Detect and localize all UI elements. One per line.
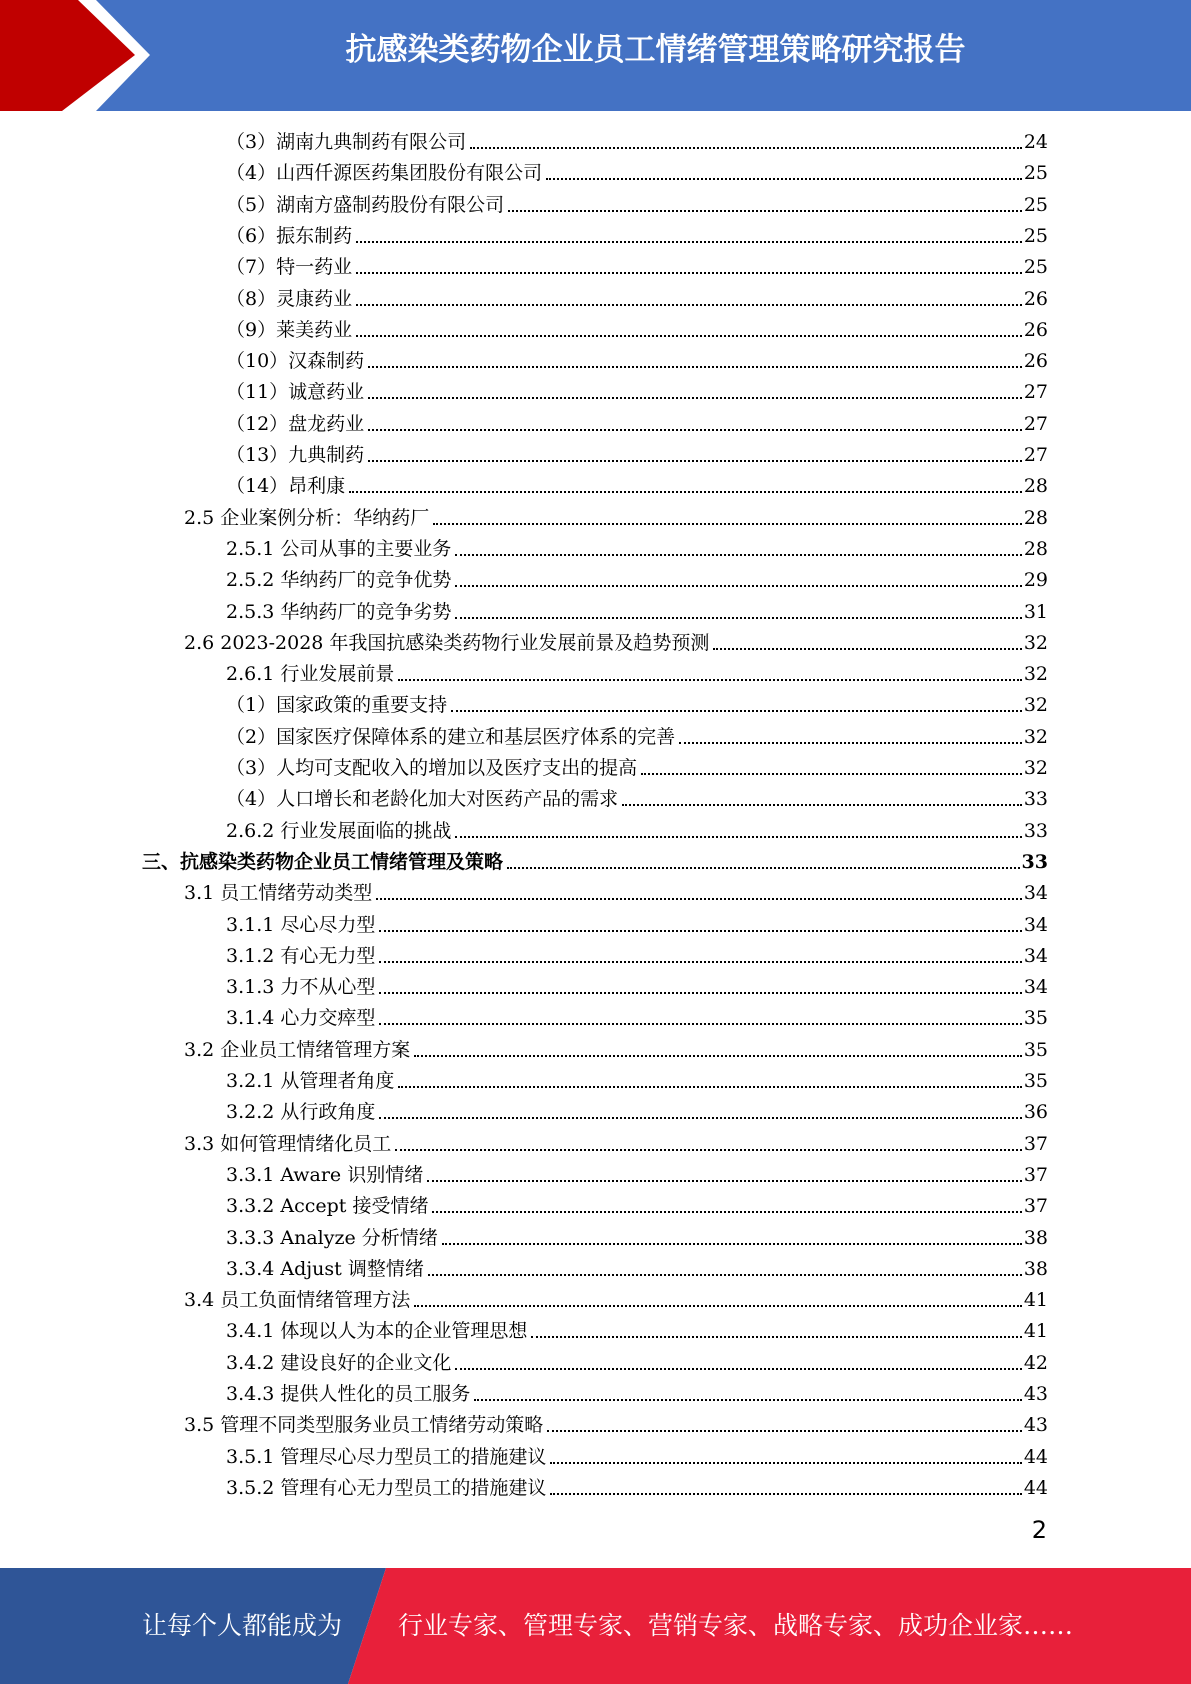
toc-entry[interactable] [226,346,1048,377]
toc-entry-page: 33 [1021,850,1048,873]
footer-slogan-left: 让每个人都能成为 [142,1611,343,1640]
toc-entry-page: 37 [1023,1163,1048,1186]
toc-entry[interactable] [226,158,1048,189]
toc-entry-label: （9）莱美药业 [226,318,353,341]
toc-entry[interactable] [226,190,1048,221]
toc-dot-leader [379,961,1021,963]
toc-entry[interactable] [226,252,1048,283]
toc-entry-label: 3.1.4 心力交瘁型 [226,1007,376,1030]
toc-entry[interactable] [226,722,1048,753]
toc-entry-page: 24 [1023,131,1048,153]
toc-entry-label: （7）特一药业 [226,256,353,279]
toc-entry[interactable] [226,659,1048,690]
toc-entry-label: 3.5 管理不同类型服务业员工情绪劳动策略 [184,1414,544,1437]
toc-entry-label: 2.5.1 公司从事的主要业务 [226,537,452,560]
toc-dot-leader [455,1368,1021,1370]
toc-entry[interactable] [184,878,1048,909]
toc-dot-leader [414,1305,1022,1307]
toc-entry-page: 32 [1023,663,1048,686]
toc-entry-page: 26 [1023,318,1048,341]
toc-entry[interactable] [184,1285,1048,1316]
toc-entry-page: 26 [1023,350,1048,373]
toc-entry-label: 2.6.2 行业发展面临的挑战 [226,819,452,842]
toc-dot-leader [427,1180,1022,1182]
toc-entry-label: 3.3.1 Aware 识别情绪 [226,1163,424,1186]
toc-dot-leader [622,804,1022,806]
toc-entry[interactable] [226,941,1048,972]
toc-entry[interactable] [226,127,1048,158]
toc-entry[interactable] [226,471,1048,502]
toc-entry-page: 38 [1023,1257,1048,1280]
toc-entry-label: 2.5 企业案例分析：华纳药厂 [184,506,430,529]
toc-dot-leader [474,1399,1021,1401]
toc-entry-label: （6）振东制药 [226,224,353,247]
toc-entry-label: （3）人均可支配收入的增加以及医疗支出的提高 [226,757,638,779]
toc-dot-leader [379,1023,1021,1025]
toc-entry[interactable] [226,910,1048,941]
toc-entry[interactable] [226,1160,1048,1191]
toc-entry-label: （12）盘龙药业 [226,412,365,435]
toc-entry-page: 35 [1023,1007,1048,1030]
toc-entry-page: 37 [1023,1195,1048,1218]
toc-entry[interactable] [226,784,1048,815]
toc-entry-page: 32 [1023,725,1048,748]
toc-entry[interactable] [184,1410,1048,1441]
toc-entry-label: （1）国家政策的重要支持 [226,694,448,717]
toc-entry-page: 34 [1023,944,1048,967]
toc-entry-label: （3）湖南九典制药有限公司 [226,131,467,153]
toc-entry-label: 3.3 如何管理情绪化员工 [184,1132,392,1155]
toc-entry-page: 32 [1023,631,1048,654]
toc-entry-page: 44 [1023,1476,1048,1499]
toc-dot-leader [379,930,1021,932]
toc-entry-page: 41 [1023,1320,1048,1343]
toc-dot-leader [398,679,1021,681]
toc-entry-label: （11）诚意药业 [226,381,365,404]
toc-entry[interactable] [226,1097,1048,1128]
toc-entry-page: 43 [1023,1383,1048,1405]
toc-entry-label: 3.1.2 有心无力型 [226,944,376,967]
toc-entry[interactable] [226,1066,1048,1097]
toc-dot-leader [368,366,1022,368]
toc-entry-page: 34 [1023,913,1048,936]
toc-entry-page: 44 [1023,1445,1048,1468]
toc-entry[interactable] [226,1379,1048,1410]
toc-entry-label: 3.3.4 Adjust 调整情绪 [226,1257,424,1280]
toc-dot-leader [550,1462,1021,1464]
page-footer [0,1568,1191,1684]
toc-dot-leader [451,710,1022,712]
toc-entry-label: 三、抗感染类药物企业员工情绪管理及策略 [142,850,504,873]
toc-dot-leader [428,1274,1022,1276]
toc-entry-page: 33 [1023,819,1048,842]
toc-entry-page: 25 [1023,256,1048,279]
page-header [0,0,1191,111]
toc-entry-label: 3.1.3 力不从心型 [226,976,376,999]
toc-entry-label: 3.1.1 尽心尽力型 [226,913,376,936]
toc-entry-page: 37 [1023,1132,1048,1155]
toc-entry-label: 3.2 企业员工情绪管理方案 [184,1038,411,1061]
toc-entry[interactable] [226,1348,1048,1379]
toc-entry-label: 3.3.3 Analyze 分析情绪 [226,1226,438,1249]
toc-entry-page: 29 [1023,569,1048,592]
toc-dot-leader [679,742,1022,744]
toc-entry-label: （10）汉森制药 [226,350,365,373]
toc-entry[interactable] [226,1191,1048,1222]
toc-dot-leader [546,178,1022,180]
toc-entry-label: 2.5.3 华纳药厂的竞争劣势 [226,600,452,623]
toc-dot-leader [368,460,1022,462]
toc-entry[interactable] [226,1254,1048,1285]
toc-dot-leader [432,1211,1021,1213]
toc-dot-leader [641,773,1022,775]
toc-dot-leader [376,898,1022,900]
toc-entry[interactable] [226,221,1048,252]
toc-entry-page: 27 [1023,381,1048,404]
toc-dot-leader [455,554,1021,556]
toc-entry[interactable] [184,1129,1048,1160]
toc-entry-label: 3.4.2 建设良好的企业文化 [226,1351,452,1374]
toc-entry[interactable] [226,1223,1048,1254]
toc-entry-page: 27 [1023,444,1048,466]
toc-entry[interactable] [226,597,1048,628]
toc-entry[interactable] [226,972,1048,1003]
toc-entry-page: 41 [1023,1289,1048,1312]
toc-entry-label: （4）人口增长和老龄化加大对医药产品的需求 [226,788,619,811]
toc-entry-label: 3.2.2 从行政角度 [226,1101,376,1124]
toc-entry-label: （14）昂利康 [226,475,346,498]
toc-dot-leader [550,1493,1021,1495]
toc-entry-label: 2.6 2023-2028 年我国抗感染类药物行业发展前景及趋势预测 [184,631,710,654]
toc-dot-leader [713,648,1021,650]
report-title: 抗感染类药物企业员工情绪管理策略研究报告 [345,32,966,68]
toc-entry[interactable] [226,690,1048,721]
toc-entry[interactable] [226,1473,1048,1504]
toc-dot-leader [379,992,1021,994]
toc-entry[interactable] [226,284,1048,315]
toc-entry-page: 35 [1023,1070,1048,1092]
toc-entry[interactable] [226,377,1048,408]
toc-entry-page: 33 [1023,788,1048,811]
toc-entry[interactable] [226,1003,1048,1034]
page-number: 2 [1031,1516,1047,1544]
toc-dot-leader [547,1430,1022,1432]
toc-entry-page: 32 [1023,694,1048,717]
toc-entry-page: 25 [1023,224,1048,247]
toc-entry[interactable] [226,816,1048,847]
toc-entry-label: 3.3.2 Accept 接受情绪 [226,1195,429,1218]
toc-entry-label: （4）山西仟源医药集团股份有限公司 [226,162,543,185]
toc-dot-leader [455,585,1021,587]
toc-entry[interactable] [226,409,1048,440]
toc-entry-page: 28 [1023,506,1048,529]
toc-entry-page: 27 [1023,412,1048,435]
toc-entry-page: 28 [1023,475,1048,498]
toc-dot-leader [349,491,1022,493]
toc-dot-leader [368,429,1022,431]
toc-entry-label: （13）九典制药 [226,444,365,466]
toc-dot-leader [455,836,1021,838]
toc-dot-leader [531,1336,1021,1338]
toc-dot-leader [356,272,1022,274]
toc-dot-leader [442,1243,1022,1245]
toc-entry-label: （2）国家医疗保障体系的建立和基层医疗体系的完善 [226,725,676,748]
toc-entry[interactable] [226,1316,1048,1347]
toc-dot-leader [356,304,1022,306]
toc-entry[interactable] [226,1442,1048,1473]
toc-entry[interactable] [226,315,1048,346]
toc-entry-page: 34 [1023,976,1048,999]
toc-entry[interactable] [226,440,1048,471]
toc-dot-leader [368,397,1022,399]
toc-entry-page: 35 [1023,1038,1048,1061]
toc-entry-label: 3.4 员工负面情绪管理方法 [184,1289,411,1312]
toc-entry-page: 31 [1023,600,1048,623]
toc-entry[interactable] [226,534,1048,565]
toc-entry-page: 43 [1023,1414,1048,1437]
toc-entry[interactable] [226,565,1048,596]
toc-entry-label: （8）灵康药业 [226,287,353,310]
footer-slogan-right: 行业专家、管理专家、营销专家、战略专家、成功企业家…… [398,1611,1074,1640]
toc-dot-leader [398,1086,1021,1088]
toc-entry-page: 38 [1023,1226,1048,1249]
toc-entry[interactable] [184,628,1048,659]
toc-entry-label: 3.4.3 提供人性化的员工服务 [226,1383,471,1405]
toc-entry-page: 25 [1023,193,1048,216]
toc-entry-label: 3.5.1 管理尽心尽力型员工的措施建议 [226,1445,547,1468]
toc-entry-label: 2.6.1 行业发展前景 [226,663,395,686]
toc-dot-leader [356,241,1022,243]
toc-entry-page: 32 [1023,757,1048,779]
toc-entry-page: 36 [1023,1101,1048,1124]
toc-entry-label: 2.5.2 华纳药厂的竞争优势 [226,569,452,592]
toc-entry-page: 28 [1023,537,1048,560]
toc-dot-leader [455,617,1021,619]
toc-entry-label: 3.5.2 管理有心无力型员工的措施建议 [226,1476,547,1499]
toc-entry[interactable] [226,753,1048,784]
toc-entry-label: 3.4.1 体现以人为本的企业管理思想 [226,1320,528,1343]
toc-entry-label: 3.1 员工情绪劳动类型 [184,882,373,905]
toc-dot-leader [414,1055,1022,1057]
toc-dot-leader [508,210,1022,212]
toc-entry-label: （5）湖南方盛制药股份有限公司 [226,193,505,216]
toc-dot-leader [507,867,1020,869]
toc-dot-leader [379,1117,1021,1119]
toc-dot-leader [433,523,1022,525]
toc-entry-page: 25 [1023,162,1048,185]
toc-entry-page: 26 [1023,287,1048,310]
toc-entry[interactable] [184,503,1048,534]
toc-entry-page: 42 [1023,1351,1048,1374]
toc-entry[interactable] [142,847,1048,878]
toc-dot-leader [395,1149,1022,1151]
toc-entry-label: 3.2.1 从管理者角度 [226,1070,395,1092]
toc-entry-page: 34 [1023,882,1048,905]
toc-dot-leader [356,335,1022,337]
toc-entry[interactable] [184,1035,1048,1066]
toc-dot-leader [470,147,1022,149]
